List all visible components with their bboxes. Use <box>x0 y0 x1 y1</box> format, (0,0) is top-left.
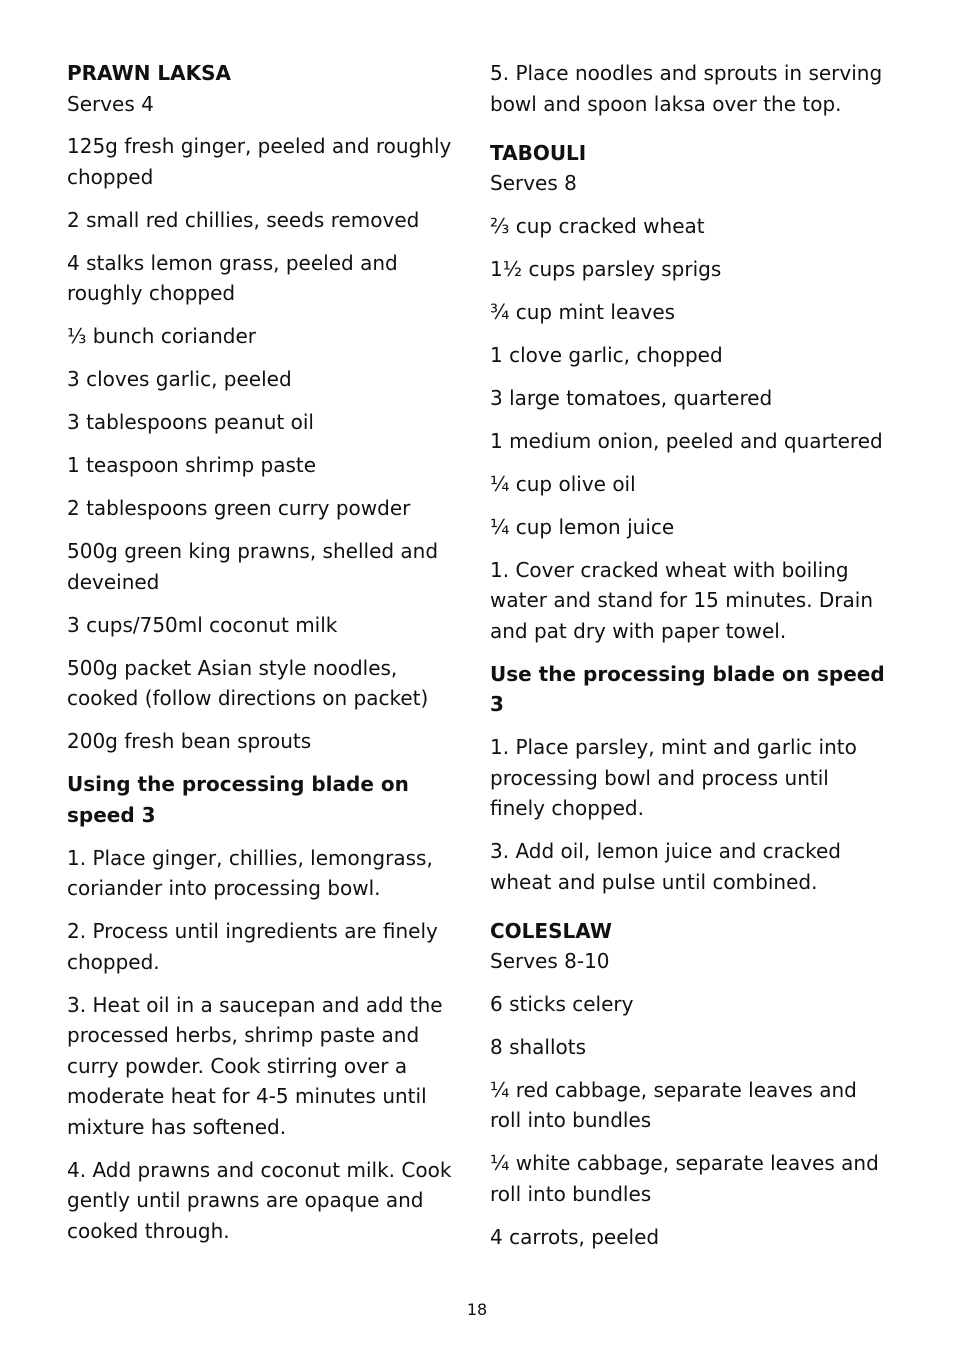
method-step: 3. Add oil, lemon juice and cracked wheat and pulse until combined. <box>490 839 841 894</box>
method-step: 4. Add prawns and coconut milk. Cook gently until prawns are opaque and cooked through. <box>67 1157 452 1243</box>
ingredient-item: 4 carrots, peeled <box>490 1224 660 1249</box>
ingredient-item: 2 small red chillies, seeds removed <box>67 207 420 232</box>
page-number: 18 <box>466 1300 488 1319</box>
coleslaw-serves: Serves 8-10 <box>490 949 610 973</box>
prawn-laksa-serves: Serves 4 <box>67 91 154 116</box>
ingredient-item: ¼ cup lemon juice <box>490 514 675 539</box>
ingredient-item: 125g fresh ginger, peeled and roughly chopped <box>67 134 452 189</box>
method-step: 3. Heat oil in a saucepan and add the processed herbs, shrimp paste and curry powder. Cook stirring over a moderate heat for 4-5 minutes until mixture has softened. <box>67 992 443 1139</box>
tabouli-title: TABOULI <box>490 140 587 165</box>
ingredient-item: 3 large tomatoes, quartered <box>490 385 773 410</box>
method-heading: Use the processing blade on speed 3 <box>490 661 885 716</box>
method-step: 1. Place ginger, chillies, lemongrass, coriander into processing bowl. <box>67 845 433 900</box>
ingredient-item: 500g packet Asian style noodles, cooked (follow directions on packet) <box>67 655 429 710</box>
ingredient-item: 3 cups/750ml coconut milk <box>67 612 338 637</box>
ingredient-item: ¼ cup olive oil <box>490 471 636 496</box>
ingredient-item: 1 teaspoon shrimp paste <box>67 453 317 477</box>
prawn-laksa-title: PRAWN LAKSA <box>67 61 232 85</box>
ingredient-item: 8 shallots <box>490 1034 587 1059</box>
ingredient-item: 1½ cups parsley sprigs <box>490 256 722 281</box>
ingredient-item: ¼ red cabbage, separate leaves and roll into bundles <box>490 1077 857 1132</box>
method-step: 1. Cover cracked wheat with boiling water and stand for 15 minutes. Drain and pat dry with paper towel. <box>490 557 874 643</box>
ingredient-item: ¼ white cabbage, separate leaves and roll into bundles <box>490 1151 879 1206</box>
method-step: 1. Place parsley, mint and garlic into processing bowl and process until finely chopped. <box>490 735 857 820</box>
right-column <box>490 58 890 1265</box>
ingredient-item: 4 stalks lemon grass, peeled and roughly chopped <box>67 250 398 305</box>
ingredient-item: 3 tablespoons peanut oil <box>67 410 314 434</box>
ingredient-item: ⅔ cup cracked wheat <box>490 213 705 238</box>
ingredient-item: 500g green king prawns, shelled and deveined <box>67 539 439 594</box>
method-heading: Using the processing blade on speed 3 <box>67 772 409 827</box>
ingredient-item: 1 medium onion, peeled and quartered <box>490 428 883 453</box>
method-step: 5. Place noodles and sprouts in serving bowl and spoon laksa over the top. <box>490 61 883 116</box>
ingredient-item: 1 clove garlic, chopped <box>490 342 723 367</box>
ingredient-item: ⅓ bunch coriander <box>67 324 256 348</box>
ingredient-item: 6 sticks celery <box>490 991 634 1016</box>
left-column <box>67 58 457 1259</box>
method-step: 2. Process until ingredients are finely chopped. <box>67 919 438 974</box>
ingredient-item: ¾ cup mint leaves <box>490 299 676 324</box>
tabouli-serves: Serves 8 <box>490 171 577 195</box>
ingredient-item: 3 cloves garlic, peeled <box>67 367 292 391</box>
coleslaw-title: COLESLAW <box>490 918 612 943</box>
ingredient-item: 200g fresh bean sprouts <box>67 729 312 753</box>
ingredient-item: 2 tablespoons green curry powder <box>67 496 411 520</box>
